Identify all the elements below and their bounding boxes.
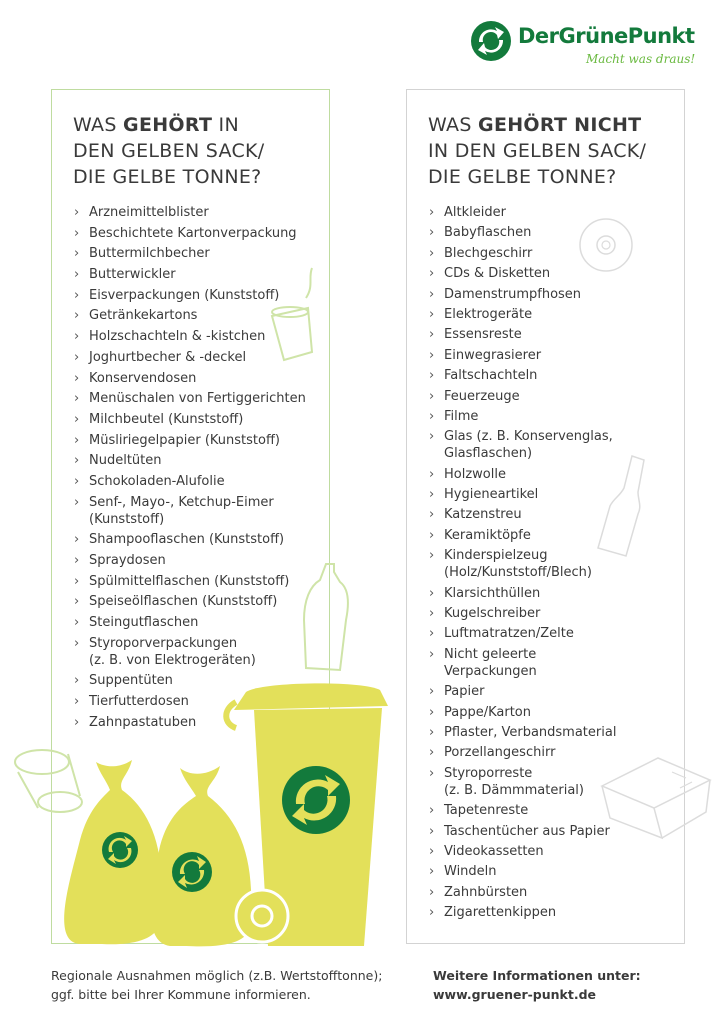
list-item-continuation: Verpackungen <box>444 663 537 679</box>
list-item <box>74 225 324 242</box>
list-item-label: Pappe/Karton <box>444 704 532 720</box>
green-dot-logo-icon <box>470 20 512 62</box>
list-item-label: Nicht geleerte <box>444 646 537 662</box>
list-item-label: Suppentüten <box>89 673 173 689</box>
list-item <box>74 432 324 449</box>
list-item-label: Altkleider <box>444 205 506 220</box>
list-item <box>74 328 324 345</box>
list-item <box>74 714 324 731</box>
left-panel-title <box>73 112 265 190</box>
list-item <box>429 646 679 680</box>
list-item-label: Müsliriegelpapier (Kunststoff) <box>89 432 280 448</box>
list-item-label: Konservendosen <box>89 370 197 386</box>
list-item <box>429 286 679 303</box>
list-item <box>429 823 679 840</box>
list-item-label: Arzneimittelblister <box>89 205 209 220</box>
list-item-label: Butterwickler <box>89 267 176 283</box>
list-item <box>74 266 324 283</box>
list-item-label: Styroporverpackungen <box>89 635 238 651</box>
list-item-label: Faltschachteln <box>444 368 538 384</box>
footer-note-line2: ggf. bitte bei Ihrer Kommune informieren. <box>51 987 311 1002</box>
list-item-label: Feuerzeuge <box>444 388 520 404</box>
list-item <box>74 411 324 428</box>
list-item-label: Eisverpackungen (Kunststoff) <box>89 287 280 303</box>
list-item <box>74 307 324 324</box>
right-panel-no <box>406 89 685 944</box>
list-item <box>429 486 679 503</box>
list-item-label: Klarsichthüllen <box>444 585 541 601</box>
list-item-label: Beschichtete Kartonverpackung <box>89 225 297 241</box>
list-item <box>74 693 324 710</box>
list-item-continuation: (Holz/Kunststoff/Blech) <box>444 565 592 581</box>
list-item-label: Elektrogeräte <box>444 306 533 322</box>
list-item-label: Getränkekartons <box>89 308 198 324</box>
list-item-label: Katzenstreu <box>444 507 522 523</box>
right-item-list <box>429 204 679 925</box>
list-item-label: Glas (z. B. Konservenglas, <box>444 429 613 445</box>
list-item-label: Tapetenreste <box>444 803 529 819</box>
list-item-label: Menüschalen von Fertiggerichten <box>89 391 306 407</box>
list-item <box>74 593 324 610</box>
list-item-label: Senf-, Mayo-, Ketchup-Eimer <box>89 494 274 510</box>
list-item <box>429 367 679 384</box>
list-item-label: Kugelschreiber <box>444 606 541 622</box>
list-item-label: Milchbeutel (Kunststoff) <box>89 411 244 427</box>
list-item <box>429 408 679 425</box>
list-item-label: Keramiktöpfe <box>444 527 531 543</box>
list-item <box>429 843 679 860</box>
list-item-label: Einwegrasierer <box>444 347 542 363</box>
list-item-label: Holzwolle <box>444 466 506 482</box>
list-item-label: Filme <box>444 408 479 424</box>
list-item <box>429 765 679 799</box>
list-item <box>429 466 679 483</box>
list-item <box>74 552 324 569</box>
right-panel-title <box>428 112 646 190</box>
list-item <box>429 802 679 819</box>
list-item <box>74 204 324 221</box>
list-item <box>429 884 679 901</box>
list-item <box>74 473 324 490</box>
list-item <box>429 506 679 523</box>
list-item <box>74 494 324 528</box>
list-item-label: Babyflaschen <box>444 225 532 241</box>
list-item-label: Spülmittelflaschen (Kunststoff) <box>89 573 290 589</box>
left-title-pre: WAS <box>73 114 124 136</box>
list-item-label: Spraydosen <box>89 553 166 568</box>
list-item-label: Zigarettenkippen <box>444 905 557 921</box>
list-item <box>429 683 679 700</box>
list-item-label: Damenstrumpfhosen <box>444 286 582 302</box>
brand-name: DerGrünePunkt <box>518 24 695 48</box>
list-item-label: Papier <box>444 684 485 700</box>
right-title-line3: DIE GELBE TONNE? <box>428 166 617 188</box>
left-title-line3: DIE GELBE TONNE? <box>73 166 262 188</box>
list-item-label: Speiseölflaschen (Kunststoff) <box>89 594 278 610</box>
list-item <box>74 390 324 407</box>
list-item <box>74 531 324 548</box>
list-item <box>429 605 679 622</box>
list-item-label: CDs & Disketten <box>444 266 551 282</box>
list-item <box>74 370 324 387</box>
list-item-label: Pflaster, Verbandsmaterial <box>444 724 617 740</box>
right-title-bold: GEHÖRT NICHT <box>478 114 642 136</box>
list-item <box>429 904 679 921</box>
list-item <box>429 527 679 544</box>
left-title-line2: DEN GELBEN SACK/ <box>73 140 265 162</box>
list-item <box>429 245 679 262</box>
list-item <box>429 744 679 761</box>
list-item-continuation: (z. B. von Elektrogeräten) <box>89 652 256 668</box>
left-title-bold: GEHÖRT <box>123 114 213 136</box>
list-item <box>429 625 679 642</box>
list-item <box>429 347 679 364</box>
list-item <box>74 635 324 669</box>
list-item-label: Steingutflaschen <box>89 615 199 631</box>
list-item <box>429 224 679 241</box>
list-item <box>429 585 679 602</box>
list-item <box>429 265 679 282</box>
list-item <box>74 349 324 366</box>
list-item <box>429 863 679 880</box>
list-item-label: Tierfutterdosen <box>89 694 189 710</box>
list-item-label: Taschentücher aus Papier <box>444 823 610 839</box>
list-item-label: Blechgeschirr <box>444 245 533 261</box>
list-item <box>429 724 679 741</box>
yellow-sack-icon <box>64 760 162 944</box>
list-item <box>74 245 324 262</box>
list-item <box>429 306 679 323</box>
list-item <box>74 573 324 590</box>
list-item <box>429 388 679 405</box>
tin-can-icon <box>15 750 82 812</box>
list-item-label: Kinderspielzeug <box>444 548 548 564</box>
list-item-continuation: (z. B. Dämmmaterial) <box>444 782 584 798</box>
list-item-label: Videokassetten <box>444 843 544 859</box>
left-title-post: IN <box>212 114 239 136</box>
footer-note <box>51 966 382 1004</box>
list-item-label: Windeln <box>444 864 497 880</box>
list-item <box>74 672 324 689</box>
list-item <box>429 547 679 581</box>
list-item-label: Styroporreste <box>444 765 533 781</box>
list-item-label: Shampooflaschen (Kunststoff) <box>89 532 285 548</box>
right-title-line2: IN DEN GELBEN SACK/ <box>428 140 647 162</box>
list-item <box>429 428 679 462</box>
list-item-continuation: Glasflaschen) <box>444 446 533 462</box>
list-item <box>74 614 324 631</box>
list-item-label: Essensreste <box>444 327 522 343</box>
list-item-label: Zahnpastatuben <box>89 714 197 730</box>
list-item-label: Hygieneartikel <box>444 487 539 503</box>
list-item <box>74 287 324 304</box>
right-title-pre: WAS <box>428 114 479 136</box>
list-item <box>429 204 679 221</box>
list-item-label: Joghurtbecher & -deckel <box>89 349 247 365</box>
footer-info-label: Weitere Informationen unter: <box>433 968 641 983</box>
left-item-list <box>74 204 324 735</box>
list-item-label: Nudeltüten <box>89 453 162 469</box>
list-item-label: Buttermilchbecher <box>89 246 210 262</box>
footer-note-line1: Regionale Ausnahmen möglich (z.B. Wertstofftonne); <box>51 968 383 983</box>
brand-slogan: Macht was draus! <box>586 52 696 66</box>
list-item-label: Schokoladen-Alufolie <box>89 473 225 489</box>
list-item-label: Luftmatratzen/Zelte <box>444 626 574 642</box>
list-item-label: Zahnbürsten <box>444 884 528 900</box>
footer-website-link[interactable]: www.gruener-punkt.de <box>433 987 597 1002</box>
footer-more-info <box>433 966 641 1004</box>
list-item <box>429 704 679 721</box>
list-item <box>74 452 324 469</box>
list-item-label: Porzellangeschirr <box>444 745 556 761</box>
list-item <box>429 326 679 343</box>
list-item-continuation: (Kunststoff) <box>89 511 165 527</box>
brand-logo <box>470 18 710 70</box>
list-item-label: Holzschachteln & -kistchen <box>89 329 266 345</box>
